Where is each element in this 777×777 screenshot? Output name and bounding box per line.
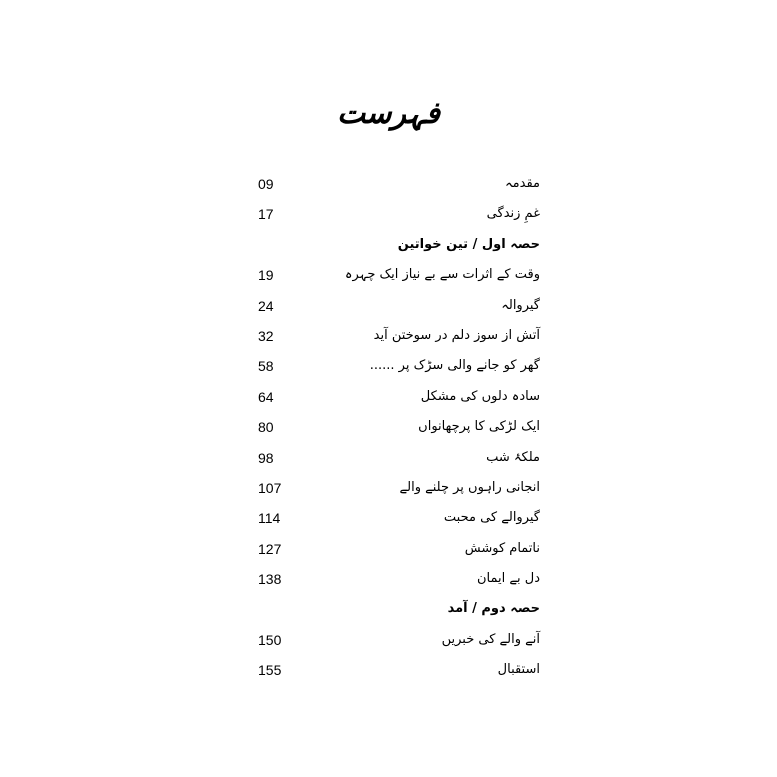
toc-page-number: 58 (258, 358, 274, 375)
toc-section-heading (240, 231, 540, 261)
toc-row (240, 474, 540, 504)
toc-page-number: 64 (258, 388, 274, 405)
toc-entry-title: غمِ زندگی (486, 206, 540, 222)
toc-list (240, 170, 540, 687)
toc-row (240, 352, 540, 382)
toc-entry-title: گیروالے کی محبت (443, 510, 540, 526)
toc-row (240, 261, 540, 291)
toc-entry-title: انجانی راہوں پر چلنے والے (399, 479, 540, 495)
toc-section-title: حصہ دوم / آمد (447, 601, 540, 617)
toc-page-number: 80 (258, 419, 274, 436)
toc-entry-title: استقبال (497, 662, 540, 678)
toc-row (240, 656, 540, 686)
toc-page-number: 138 (258, 571, 282, 588)
toc-row (240, 444, 540, 474)
toc-row (240, 504, 540, 534)
toc-page-number: 32 (258, 327, 274, 344)
toc-row (240, 565, 540, 595)
toc-entry-title: مقدمہ (505, 176, 540, 191)
toc-row (240, 383, 540, 413)
toc-page-number: 150 (258, 631, 282, 648)
toc-page-number: 19 (258, 267, 274, 284)
toc-entry-title: آنے والے کی خبریں (441, 631, 540, 647)
toc-entry-title: آتش از سوز دلم در سوختن آید (373, 327, 540, 343)
toc-row (240, 322, 540, 352)
toc-section-heading (240, 595, 540, 625)
toc-row (240, 170, 540, 200)
toc-entry-title: ایک لڑکی کا پرچھانواں (418, 419, 540, 435)
toc-page-number: 127 (258, 540, 282, 557)
toc-page-number: 17 (258, 206, 274, 223)
toc-entry-title: گھر کو جانے والی سڑک پر ...... (369, 358, 540, 374)
toc-page-number: 09 (258, 176, 274, 192)
toc-row (240, 292, 540, 322)
toc-section-title: حصہ اول / تین خواتین (397, 236, 540, 252)
toc-entry-title: وقت کے اثرات سے بے نیاز ایک چہرہ (344, 267, 540, 283)
toc-entry-title: دل بے ایمان (477, 571, 540, 587)
toc-page-number: 107 (258, 479, 282, 496)
toc-row (240, 535, 540, 565)
toc-page-number: 114 (258, 510, 281, 527)
toc-entry-title: ملکۂ شب (486, 449, 540, 465)
toc-row (240, 413, 540, 443)
toc-page-number: 155 (258, 662, 282, 679)
toc-entry-title: سادہ دلوں کی مشکل (420, 388, 540, 404)
toc-row (240, 200, 540, 230)
toc-row (240, 626, 540, 656)
toc-page-number: 98 (258, 449, 274, 466)
toc-title: فہرست (336, 96, 441, 131)
toc-entry-title: ناتمام کوشش (464, 540, 540, 556)
toc-page-number: 24 (258, 297, 274, 314)
toc-entry-title: گیروالہ (501, 297, 540, 313)
